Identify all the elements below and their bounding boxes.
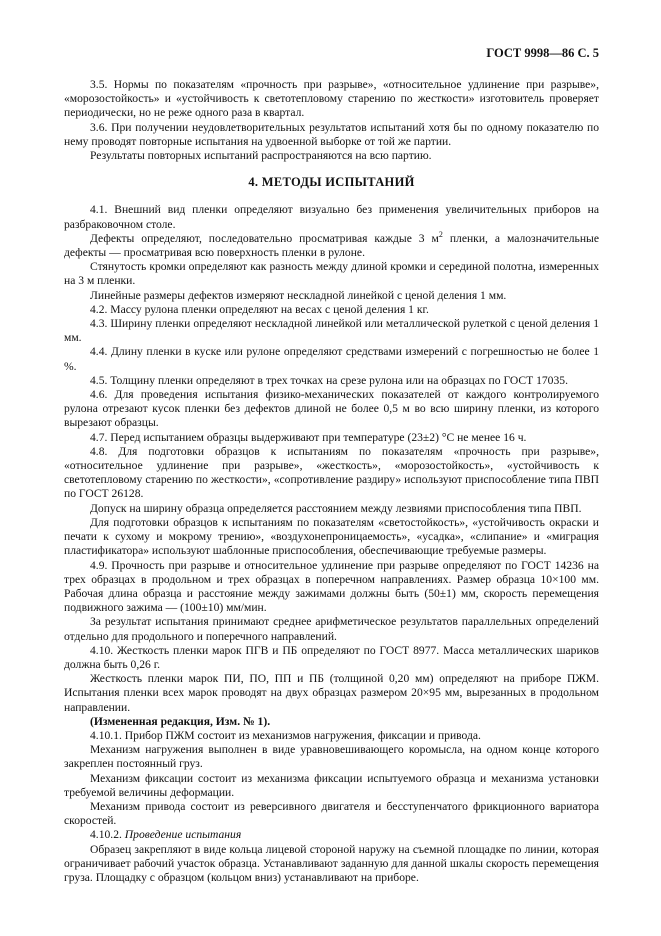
paragraph-3-5: 3.5. Нормы по показателям «прочность при разрыве», «относительное удлинение при разрыве», «морозостойкость» и «устойчивость к светотепловому старению по жесткости» изготовитель проверяет периодически, но не реже одного раза в квартал. xyxy=(64,78,599,120)
paragraph-4-5: 4.5. Толщину пленки определяют в трех точках на срезе рулона или на образцах по ГОСТ 17035. xyxy=(90,373,568,387)
paragraph-4-6: 4.6. Для проведения испытания физико-механических показателей от каждого контролируемого рулона отрезают кусок пленки без дефектов длиной не более 0,5 м во всю ширину пленки, из которого вырезают образцы. xyxy=(64,388,599,430)
paragraph-loading: Механизм нагружения выполнен в виде уравновешивающего коромысла, на одном конце которого закреплен постоянный груз. xyxy=(64,743,599,771)
paragraph-4-10-2: 4.10.2. Проведение испытания xyxy=(90,828,242,842)
paragraph-linear: Линейные размеры дефектов измеряют нескладной линейкой с ценой деления 1 мм. xyxy=(90,288,507,302)
document-body xyxy=(64,46,599,885)
paragraph-drive: Механизм привода состоит из реверсивного двигателя и бесступенчатого фрикционного вариатора скоростей. xyxy=(64,799,599,828)
page-header: ГОСТ 9998—86 С. 5 xyxy=(486,46,599,60)
paragraph-4-1: 4.1. Внешний вид пленки определяют визуально без применения увеличительных приборов на разбраковочном столе. xyxy=(64,203,599,231)
paragraph-3-6: 3.6. При получении неудовлетворительных результатов испытаний хотя бы по одному показателю по нему проводят повторные испытания на удвоенной выборке от той же партии. xyxy=(64,120,599,148)
paragraph-edge: Стянутость кромки определяют как разность между длиной кромки и серединой полотна, измеренных на 3 м пленки. xyxy=(64,260,599,288)
paragraph-4-9: 4.9. Прочность при разрыве и относительное удлинение при разрыве определяют по ГОСТ 14236 на трех образцах в продольном и трех образцах в поперечном направлениях. Размер образца 10×100 мм. Рабочая длина образца и расстояние между зажимами должны быть (50±1) мм, скорость перемещения подвижного зажима — (100±10) мм/мин. xyxy=(64,558,599,615)
amendment-note: (Измененная редакция, Изм. № 1). xyxy=(90,714,271,728)
paragraph-sample: Образец закрепляют в виде кольца лицевой стороной наружу на съемной площадке по линии, которая ограничивает рабочий участок образца. Устанавливают заданную для данной шкалы скорость перемещения груза. Площадку с образцом (кольцом вниз) устанавливают на приборе. xyxy=(64,842,599,884)
paragraph-4-10: 4.10. Жесткость пленки марок ПГВ и ПБ определяют по ГОСТ 8977. Масса металлических шариков должна быть 0,26 г. xyxy=(64,643,599,671)
paragraph-4-10-1: 4.10.1. Прибор ПЖМ состоит из механизмов нагружения, фиксации и привода. xyxy=(90,728,481,742)
paragraph-4-3: 4.3. Ширину пленки определяют нескладной линейкой или металлической рулеткой с ценой деления 1 мм. xyxy=(64,317,599,345)
paragraph-defects: Дефекты определяют, последовательно просматривая каждые 3 $м^2$ пленки, а малозначительные дефекты — просматривая всю поверхность пленки в рулоне. xyxy=(64,229,599,260)
paragraph-result: За результат испытания принимают среднее арифметическое результатов параллельных определений отдельно для продольного и поперечного направлений. xyxy=(64,615,599,643)
paragraph-4-8: 4.8. Для подготовки образцов к испытаниям по показателям «прочность при разрыве», «относительное удлинение при разрыве», «жесткость», «морозостойкость», «устойчивость к светотепловому старению по жесткости», «сопротивление раздиру» используют приспособление типа ПВП по ГОСТ 26128. xyxy=(64,444,599,501)
paragraph-tolerance: Допуск на ширину образца определяется расстоянием между лезвиями приспособления типа ПВП. xyxy=(90,501,582,515)
paragraph-4-2: 4.2. Массу рулона пленки определяют на весах с ценой деления 1 кг. xyxy=(90,302,429,316)
paragraph-4-4: 4.4. Длину пленки в куске или рулоне определяют средствами измерений с погрешностью не более 1 %. xyxy=(64,345,599,373)
paragraph-4-7: 4.7. Перед испытанием образцы выдерживают при температуре (23±2) °С не менее 16 ч. xyxy=(90,430,527,444)
paragraph-stiffness: Жесткость пленки марок ПИ, ПО, ПП и ПБ (толщиной 0,20 мм) определяют на приборе ПЖМ. Испытания пленки всех марок проводят на двух образцах размером 20×95 мм, вырезанных в продольном направлении. xyxy=(64,672,599,714)
paragraph-fixation: Механизм фиксации состоит из механизма фиксации испытуемого образца и механизма установки требуемой величины деформации. xyxy=(64,771,599,799)
section-title: 4. МЕТОДЫ ИСПЫТАНИЙ xyxy=(248,175,415,190)
paragraph-templates: Для подготовки образцов к испытаниям по показателям «светостойкость», «устойчивость окраски и печати к сухому и мокрому трению», «воздухонепроницаемость», «усадка», «слипание» и «миграция пластификатора» используют шаблонные приспособления, обеспечивающие требуемые размеры. xyxy=(64,515,599,558)
subsection-title: Проведение испытания xyxy=(124,828,242,842)
paragraph-repeat-results: Результаты повторных испытаний распространяются на всю партию. xyxy=(90,149,432,163)
